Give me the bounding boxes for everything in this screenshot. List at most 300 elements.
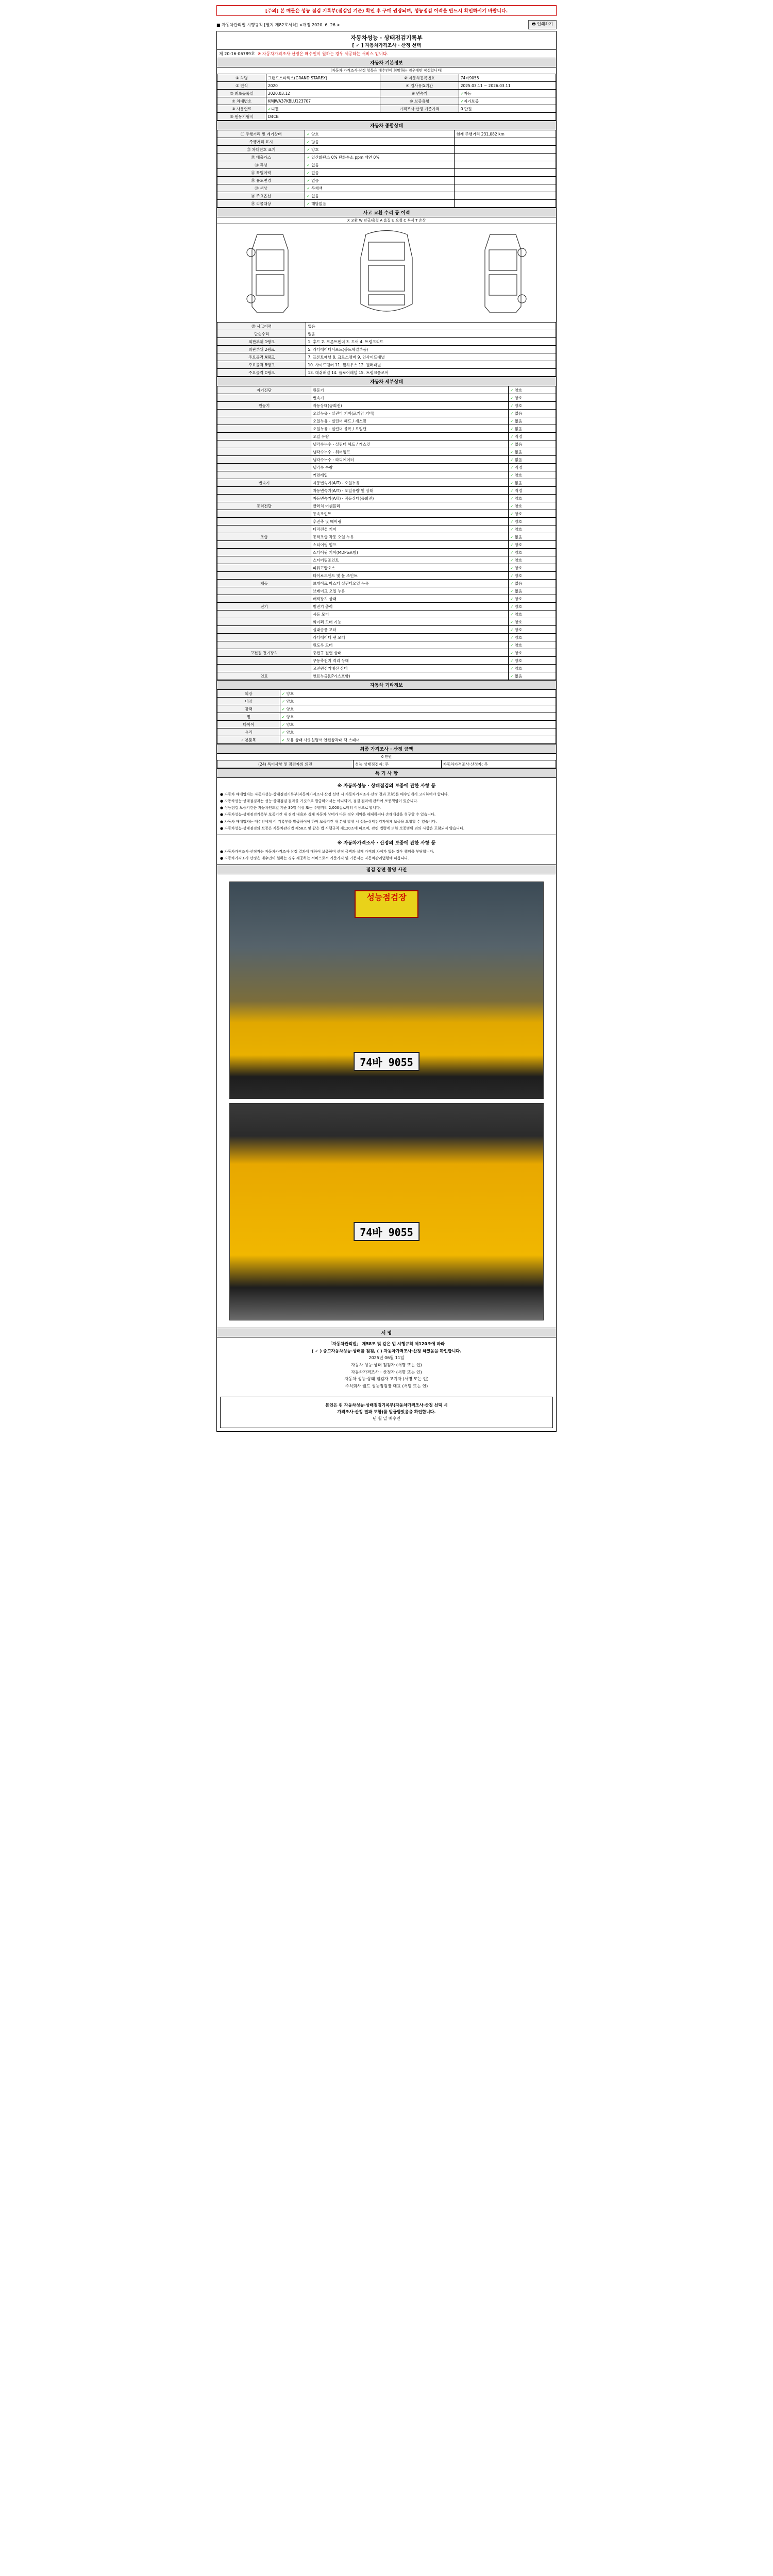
name-label: ① 차명 (217, 74, 266, 82)
overall-state: ✓ 일산화탄소 0% 탄화수소 ppm 매연 0% (305, 154, 455, 161)
detail-state: ✓ 양호 (508, 526, 556, 533)
check-icon: ✓ (267, 106, 272, 111)
option-value: ✓ 양호 (280, 690, 556, 698)
detail-state: ✓ 없음 (508, 417, 556, 425)
detail-row (217, 657, 556, 665)
check-icon: ✓ (307, 185, 312, 191)
detail-state: ✓ 양호 (508, 626, 556, 634)
detail-item: 오일 유량 (311, 433, 508, 440)
detail-item: 동력조향 작동 오일 누유 (311, 533, 508, 541)
detail-state: ✓ 적정 (508, 464, 556, 471)
detail-state: ✓ 양호 (508, 386, 556, 394)
check-icon: ✓ (510, 457, 515, 462)
detail-state: ✓ 없음 (508, 410, 556, 417)
check-icon: ✓ (510, 449, 515, 454)
form-reference: ■ 자동차관리법 시행규칙 [별지 제82호서식] <개정 2020. 6. 26.> (216, 22, 341, 27)
detail-group (217, 526, 311, 533)
overall-note (455, 192, 556, 200)
detail-state: ✓ 양호 (508, 502, 556, 510)
check-icon: ✓ (510, 472, 515, 478)
notice2-heading: ※ 자동차가격조사 · 산정의 보증에 관한 사항 등 (337, 840, 436, 846)
detail-group (217, 394, 311, 402)
page (216, 0, 557, 1432)
price-value: 0 만원 (217, 753, 556, 760)
car-right-side-icon (475, 229, 531, 317)
detail-row (217, 518, 556, 526)
detail-row (217, 510, 556, 518)
check-icon: ✓ (307, 162, 312, 167)
overall-state: ✓ 없음 (305, 177, 455, 184)
detail-item: 자동변속기(A/T) - 오일누유 (311, 479, 508, 487)
section-damage-title: 사고 교환 수리 등 이력 (217, 208, 556, 217)
check-icon: ✓ (510, 635, 515, 640)
special-value2: 자동차가격조사·산정자: 무 (441, 760, 556, 768)
notice-paragraph: ● 자동차 매매업자는 자동차성능·상태점검기록부(자동차가격조사·산정 선택 시 자동차가격조사·산정 결과 포함)를 매수인에게 고지하여야 합니다. (220, 792, 449, 797)
overall-row (217, 169, 556, 177)
detail-state: ✓ 없음 (508, 456, 556, 464)
fuel-label: ⑧ 사용연료 (217, 105, 266, 113)
inspection-station-sign: 성능점검장 (355, 890, 418, 918)
overall-row (217, 154, 556, 161)
overall-state: ✓ 없음 (305, 192, 455, 200)
rear-license-plate: 74바 9055 (354, 1222, 419, 1241)
option-key: 기본품목 (217, 736, 280, 744)
footer-line2: 가격조사·산정 결과 포함)를 발급받았음을 확인합니다. (337, 1410, 436, 1415)
detail-item: 클러치 어셈블리 (311, 502, 508, 510)
section-photos-title: 점검 장면 촬영 사진 (217, 865, 556, 874)
detail-row (217, 564, 556, 572)
detail-row (217, 402, 556, 410)
damage-value: 7. 프론트패널 8. 크로스멤버 9. 인사이드패널 (306, 353, 556, 361)
detail-group (217, 464, 311, 471)
overall-item: ⑮ 특별이력 (217, 169, 305, 177)
damage-value: 10. 사이드멤버 11. 휠하우스 12. 필러패널 (306, 361, 556, 369)
period-value: 2025.03.11 ~ 2026.03.11 (459, 82, 556, 90)
option-key: 타이어 (217, 721, 280, 728)
detail-group (217, 611, 311, 618)
detail-item: 자동변속기(A/T) - 작동상태(공회전) (311, 495, 508, 502)
option-row (217, 728, 556, 736)
check-icon: ✓ (510, 596, 515, 601)
overall-item: ⑰ 색상 (217, 184, 305, 192)
detail-group: 제동 (217, 580, 311, 587)
car-top-view-icon (348, 227, 425, 319)
overall-state: ✓ 양호 (305, 146, 455, 154)
vin-value: KMJWA37KBLU123707 (266, 97, 380, 105)
check-icon: ✓ (281, 706, 287, 711)
check-icon: ✓ (510, 434, 515, 439)
detail-row (217, 533, 556, 541)
notice-heading: ※ 자동차성능 · 상태점검의 보증에 관한 사항 등 (337, 784, 436, 789)
buyer-confirmation (220, 1397, 553, 1428)
check-icon: ✓ (307, 170, 312, 175)
reg-label: ② 자동차등록번호 (380, 74, 459, 82)
sign-valuer: 자동차가격조사 · 산정자 (서명 또는 인) (351, 1369, 422, 1375)
overall-note (455, 200, 556, 208)
detail-group (217, 572, 311, 580)
detail-row (217, 410, 556, 417)
detail-group (217, 440, 311, 448)
detail-item: 등속조인트 (311, 510, 508, 518)
detail-row (217, 541, 556, 549)
warning-banner: [주의] 본 매물은 성능 점검 기록부(점검일 기준) 확인 후 구매 권장되며, 성능점검 이력을 반드시 확인하시기 바랍니다. (216, 5, 557, 16)
overall-item: ⑲ 리콜대상 (217, 200, 305, 208)
detail-item: 원동기 (311, 386, 508, 394)
damage-key: 주요골격 C랭크 (217, 369, 306, 377)
notice2-block (217, 835, 556, 865)
option-row (217, 690, 556, 698)
section-sign-title: 서 명 (217, 1328, 556, 1337)
detail-state: ✓ 양호 (508, 572, 556, 580)
overall-table (217, 130, 556, 208)
option-value: ✓ 양호 (280, 721, 556, 728)
period-label: ④ 검사유효기간 (380, 82, 459, 90)
detail-group: 변속기 (217, 479, 311, 487)
vin-label: ⑦ 차대번호 (217, 97, 266, 105)
detail-row (217, 572, 556, 580)
detail-state: ✓ 양호 (508, 634, 556, 641)
detail-group (217, 456, 311, 464)
detail-state: ✓ 양호 (508, 618, 556, 626)
detail-group (217, 634, 311, 641)
detail-state: ✓ 양호 (508, 510, 556, 518)
detail-item: 브레이크 마스터 실린더오일 누유 (311, 580, 508, 587)
special-table (217, 760, 556, 768)
sign-line1: 「자동차관리법」 제58조 및 같은 법 시행규칙 제120조에 따라 (328, 1342, 445, 1347)
detail-group: 원동기 (217, 402, 311, 410)
detail-row (217, 626, 556, 634)
trans-label: ⑥ 변속기 (380, 90, 459, 97)
detail-group (217, 495, 311, 502)
car-diagram (217, 224, 556, 322)
special-value: 성능·상태점검자: 무 (353, 760, 441, 768)
check-icon: ✓ (510, 519, 515, 524)
detail-group: 고전원 전기장치 (217, 649, 311, 657)
check-icon: ✓ (510, 465, 515, 470)
detail-row (217, 487, 556, 495)
damage-key: ⑳ 사고이력 (217, 323, 306, 330)
detail-item: 파워고압호스 (311, 564, 508, 572)
trans-value (459, 90, 556, 97)
option-row (217, 713, 556, 721)
section-price-title: 최종 가격조사 · 산정 금액 (217, 744, 556, 753)
overall-note (455, 146, 556, 154)
option-key: 내장 (217, 698, 280, 705)
overall-note: 현재 주행거리 231,082 km (455, 130, 556, 138)
detail-state: ✓ 양호 (508, 657, 556, 665)
title-block (217, 31, 556, 49)
detail-group (217, 510, 311, 518)
print-label: 인쇄하기 (537, 22, 553, 26)
detail-group: 연료 (217, 672, 311, 680)
detail-row (217, 603, 556, 611)
detail-item: 스티어링 펌프 (311, 541, 508, 549)
detail-group: 조향 (217, 533, 311, 541)
check-icon: ✓ (510, 550, 515, 555)
detail-item: 스티어링조인트 (311, 556, 508, 564)
detail-item: 추진축 및 베어링 (311, 518, 508, 526)
detail-group: 동력전달 (217, 502, 311, 510)
option-row (217, 736, 556, 744)
check-icon: ✓ (281, 691, 287, 696)
detail-group (217, 448, 311, 456)
damage-row (217, 346, 556, 353)
damage-row (217, 323, 556, 330)
first-reg-value: 2020.03.12 (266, 90, 380, 97)
detail-state: ✓ 없음 (508, 479, 556, 487)
detail-state: ✓ 양호 (508, 603, 556, 611)
detail-row (217, 549, 556, 556)
detail-row (217, 471, 556, 479)
detail-group (217, 487, 311, 495)
notice-paragraph: ● 자동차 매매업자는 매수인에게 이 기록부를 발급하여야 하며 보증기간 내 분쟁 발생 시 성능·상태점검자에게 보증을 요청할 수 있습니다. (220, 819, 437, 824)
engine-label: ⑨ 원동기형식 (217, 113, 266, 121)
sign-inspector: 자동차 성능·상태 점검자 (서명 또는 인) (351, 1363, 422, 1367)
damage-legend: X 교환 W 판금/용접 A 흠집 U 요철 C 부식 T 손상 (217, 217, 556, 224)
detail-table (217, 386, 556, 680)
check-icon: ✓ (510, 627, 515, 632)
damage-row (217, 330, 556, 338)
overall-item: ⑫ 차대번호 표기 (217, 146, 305, 154)
section-detail-title: 자동차 세부상태 (217, 377, 556, 386)
overall-row (217, 161, 556, 169)
overall-item: 주행거리 표시 (217, 138, 305, 146)
detail-row (217, 649, 556, 657)
detail-row (217, 394, 556, 402)
overall-row (217, 138, 556, 146)
check-icon: ✓ (510, 612, 515, 617)
notice-block (217, 777, 556, 835)
detail-group (217, 549, 311, 556)
detail-row (217, 433, 556, 440)
detail-item: 작동상태(공회전) (311, 402, 508, 410)
detail-group (217, 587, 311, 595)
overall-item: ⑯ 용도변경 (217, 177, 305, 184)
check-icon: ✓ (510, 534, 515, 539)
special-row (217, 760, 556, 768)
overall-note (455, 184, 556, 192)
warranty-value (459, 97, 556, 105)
detail-item: 브레이크 오일 누유 (311, 587, 508, 595)
detail-group (217, 433, 311, 440)
overall-state: ✓ 없음 (305, 161, 455, 169)
overall-item: ⑱ 주요옵션 (217, 192, 305, 200)
damage-key: 주요골격 A랭크 (217, 353, 306, 361)
check-icon: ✓ (307, 193, 312, 198)
damage-row (217, 338, 556, 346)
detail-group (217, 657, 311, 665)
detail-item: 구동축전지 격리 상태 (311, 657, 508, 665)
overall-note (455, 161, 556, 169)
notice-paragraph: ● 자동차성능·상태점검의 보증은 자동차관리법 제58조 및 같은 법 시행규칙 제120조에 따르며, 관련 법령에 의한 보증범위 외의 사항은 포함되지 않습니다. (220, 826, 465, 831)
check-icon: ✓ (307, 147, 312, 152)
overall-row (217, 192, 556, 200)
detail-item: 윈도우 모터 (311, 641, 508, 649)
damage-key: 주요골격 B랭크 (217, 361, 306, 369)
check-icon: ✓ (460, 98, 464, 104)
footer-line1: 본인은 위 자동차성능·상태점검기록부(자동차가격조사·산정 선택 시 (325, 1403, 448, 1408)
check-icon: ✓ (510, 573, 515, 578)
overall-note (455, 154, 556, 161)
check-icon: ✓ (510, 581, 515, 586)
check-icon: ✓ (510, 503, 515, 509)
overall-item: ⑪ 주행거리 및 계기상태 (217, 130, 305, 138)
detail-group (217, 641, 311, 649)
detail-group: 전기 (217, 603, 311, 611)
detail-item: 오일누유 - 실린더 블록 / 오일팬 (311, 425, 508, 433)
detail-state: ✓ 없음 (508, 580, 556, 587)
check-icon: ✓ (307, 139, 312, 144)
detail-state: ✓ 양호 (508, 611, 556, 618)
detail-item: 시동 모터 (311, 611, 508, 618)
price-base-label: 가격조사·산정 기준가격 (380, 105, 459, 113)
detail-state: ✓ 양호 (508, 394, 556, 402)
fuel-text: 디젤 (271, 106, 279, 111)
check-icon: ✓ (510, 666, 515, 671)
check-icon: ✓ (510, 403, 515, 408)
overall-row (217, 200, 556, 208)
signature-block (217, 1337, 556, 1431)
option-key: 유리 (217, 728, 280, 736)
detail-state: ✓ 없음 (508, 533, 556, 541)
overall-state: ✓ 많음 (305, 138, 455, 146)
section-option-title: 자동차 기타정보 (217, 680, 556, 689)
overall-note (455, 169, 556, 177)
sign-notice: 자동차 성능·상태 점검자 고지자 (서명 또는 인) (344, 1377, 429, 1382)
detail-row (217, 417, 556, 425)
front-photo (229, 882, 544, 1099)
notice-paragraph: ● 성능점검 보증기간은 자동차인도일 기준 30일 이상 또는 주행거리 2,000킬로미터 이상으로 합니다. (220, 806, 381, 810)
detail-row (217, 634, 556, 641)
check-icon: ✓ (510, 542, 515, 547)
check-icon: ✓ (510, 527, 515, 532)
damage-row (217, 369, 556, 377)
detail-row (217, 448, 556, 456)
detail-state: ✓ 양호 (508, 564, 556, 572)
sign-line2: ( ✓ ) 중고자동차성능·상태를 점검, ( ) 자동차가격조사·산정 하였음을 확인합니다. (311, 1348, 462, 1353)
sign-date: 2025년 06월 11일 (368, 1355, 405, 1361)
detail-item: 커먼레일 (311, 471, 508, 479)
detail-item: 라디에이터 팬 모터 (311, 634, 508, 641)
overall-note (455, 177, 556, 184)
detail-item: 고전원전기배선 상태 (311, 665, 508, 672)
overall-state: ✓ 무채색 (305, 184, 455, 192)
document-note: ※ 자동차가격조사·산정은 매수인이 원하는 경우 제공하는 서비스 입니다. (257, 52, 389, 56)
notice-paragraph: ● 자동차성능·상태점검기록부 보증기간 내 점검 내용과 실제 자동차 상태가 다른 경우 계약을 해제하거나 손해배상을 청구할 수 있습니다. (220, 812, 436, 817)
damage-value: 5. 라디에이터서포트(볼트체결부품) (306, 346, 556, 353)
print-button[interactable] (528, 20, 557, 29)
detail-item: 냉각수누수 - 워터펌프 (311, 448, 508, 456)
warranty-text: 자가보증 (463, 98, 479, 104)
check-icon: ✓ (510, 658, 515, 663)
detail-item: 스티어링 기어(MDPS포함) (311, 549, 508, 556)
detail-group (217, 541, 311, 549)
detail-row (217, 580, 556, 587)
detail-state: ✓ 양호 (508, 541, 556, 549)
detail-item: 냉각수누수 - 라디에이터 (311, 456, 508, 464)
check-icon: ✓ (510, 488, 515, 493)
detail-row (217, 672, 556, 680)
overall-state: ✓ 해당없음 (305, 200, 455, 208)
detail-row (217, 456, 556, 464)
detail-item: 타이로드엔드 및 볼 조인트 (311, 572, 508, 580)
front-license-plate: 74바 9055 (354, 1052, 419, 1071)
overall-state: ✓ 양호 (305, 130, 455, 138)
section-basic-title: 자동차 기본정보 (217, 58, 556, 67)
option-value: ✓ 양호 (280, 728, 556, 736)
damage-key: 단순수리 (217, 330, 306, 338)
detail-item: 디퍼렌셜 기어 (311, 526, 508, 533)
detail-group (217, 618, 311, 626)
overall-row (217, 146, 556, 154)
detail-row (217, 479, 556, 487)
detail-group (217, 626, 311, 634)
detail-state: ✓ 없음 (508, 425, 556, 433)
detail-item: 오일누유 - 실린더 커버(로커암 커버) (311, 410, 508, 417)
damage-key: 외판부위 2랭크 (217, 346, 306, 353)
detail-row (217, 665, 556, 672)
detail-item: 배력장치 상태 (311, 595, 508, 603)
detail-row (217, 587, 556, 595)
detail-group (217, 425, 311, 433)
notice2-paragraph: ● 자동차가격조사·산정은 매수인이 원하는 경우 제공하는 서비스로서 기준가격 및 기준서는 자동차관리법령에 따릅니다. (220, 856, 409, 861)
section-overall-title: 자동차 종합상태 (217, 121, 556, 130)
document-subtitle: [ ✓ ] 자동차가격조사 · 산정 선택 (352, 43, 421, 48)
detail-group (217, 471, 311, 479)
option-table (217, 689, 556, 744)
detail-item: 충전구 절연 상태 (311, 649, 508, 657)
check-icon: ✓ (510, 650, 515, 655)
year-label: ③ 연식 (217, 82, 266, 90)
detail-state: ✓ 양호 (508, 402, 556, 410)
check-icon: ✓ (510, 619, 515, 624)
check-icon: ✓ (510, 395, 515, 400)
document-title: 자동차성능 · 상태점검기록부 (350, 35, 423, 41)
check-icon: ✓ (510, 411, 515, 416)
check-icon: ✓ (510, 418, 515, 423)
detail-row (217, 502, 556, 510)
detail-row (217, 464, 556, 471)
detail-state: ✓ 양호 (508, 641, 556, 649)
check-icon: ✓ (510, 480, 515, 485)
detail-row (217, 495, 556, 502)
damage-value: 없음 (306, 323, 556, 330)
basic-info-table (217, 74, 556, 121)
detail-row (217, 595, 556, 603)
detail-row (217, 556, 556, 564)
detail-state: ✓ 없음 (508, 448, 556, 456)
detail-state: ✓ 양호 (508, 518, 556, 526)
check-icon: ✓ (281, 699, 287, 704)
detail-state: ✓ 없음 (508, 440, 556, 448)
option-value: ✓ 양호 (280, 713, 556, 721)
check-icon: ✓ (510, 565, 515, 570)
detail-item: 변속기 (311, 394, 508, 402)
option-row (217, 721, 556, 728)
detail-row (217, 425, 556, 433)
check-icon: ✓ (510, 673, 515, 679)
detail-state: ✓ 양호 (508, 665, 556, 672)
detail-state: ✓ 없음 (508, 672, 556, 680)
detail-item: 발전기 출력 (311, 603, 508, 611)
inspection-record (216, 31, 557, 1432)
document-meta (217, 49, 556, 58)
damage-key: 외판부위 1랭크 (217, 338, 306, 346)
price-base-value: 0 만원 (459, 105, 556, 113)
detail-item: 자동변속기(A/T) - 오일유량 및 상태 (311, 487, 508, 495)
first-reg-label: ⑤ 최초등록일 (217, 90, 266, 97)
option-value: ✓ 보유 상태 사용설명서 안전삼각대 잭 스패너 (280, 736, 556, 744)
